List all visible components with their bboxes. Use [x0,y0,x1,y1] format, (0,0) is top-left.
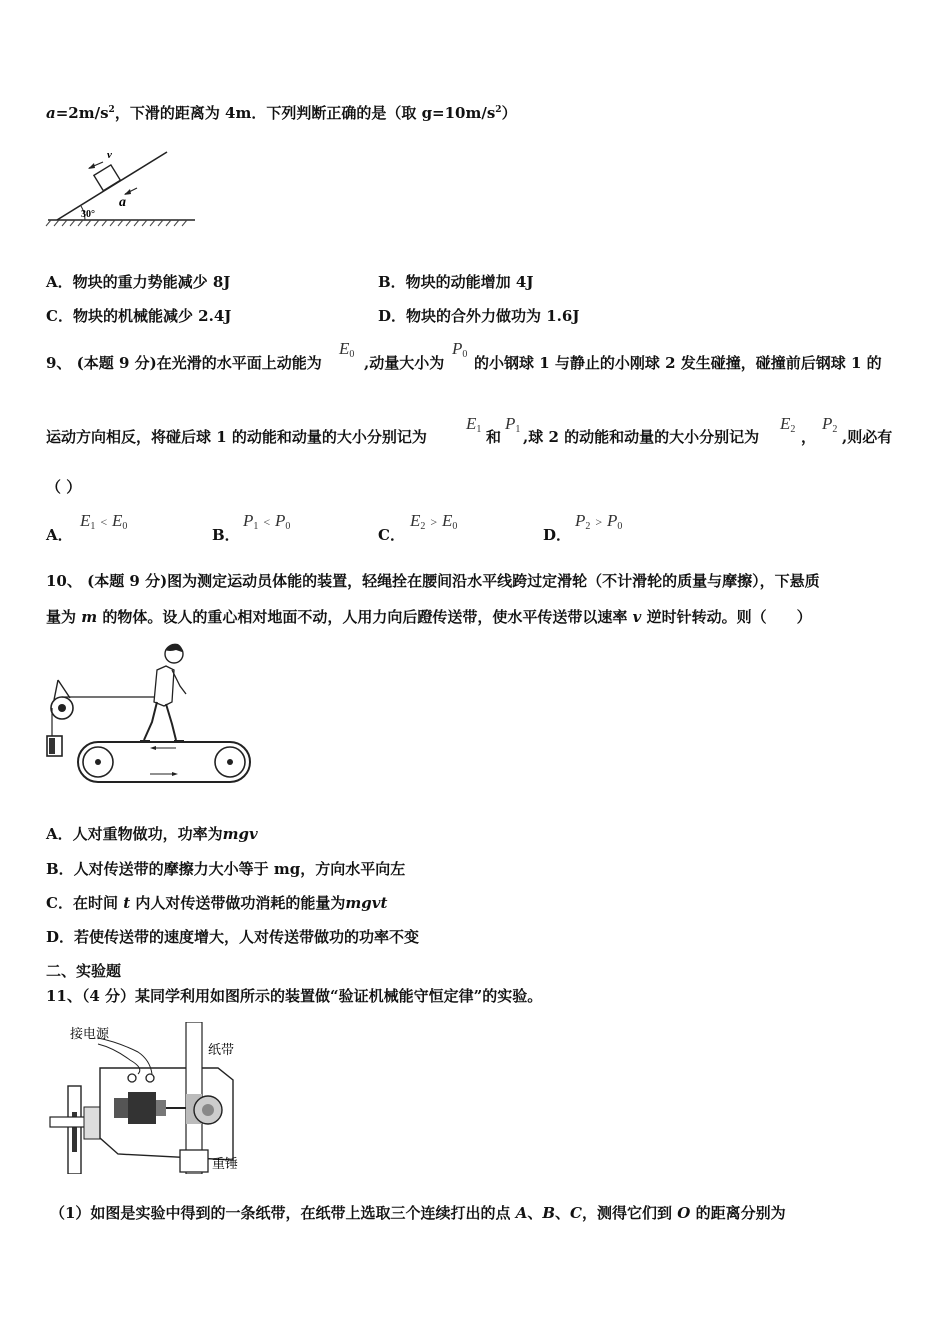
sym: P [575,511,586,530]
q9-text-1: 9、 (本题 9 分)在光滑的水平面上动能为 [46,354,322,372]
treadmill-figure [44,640,254,785]
q9-option-a-label: A． [46,526,73,544]
sub: 1 [90,521,96,532]
var-m: m [81,608,98,626]
q11-stem: 11、（4 分）某同学利用如图所示的装置做“验证机械能守恒定律”的实验。 [46,987,543,1005]
text: ，下滑的距离为 4m．下列判断正确的是（取 g=10m/s [114,104,496,122]
sub: 0 [452,521,458,532]
text: 的物体。设人的重心相对地面不动，人用力向后蹬传送带，使水平传送带以速率 [102,608,628,626]
sub: 2 [585,521,591,532]
q10-option-c [46,892,387,913]
q9-option-c-expr [410,511,457,532]
q10-stem-line1: 10、 (本题 9 分)图为测定运动员体能的装置，轻绳拴在腰间沿水平线跨过定滑轮（不计滑轮的质量与摩擦），下悬质 [46,572,820,590]
sub: 2 [832,424,838,435]
text: C．在时间 [46,894,118,912]
q9-sym-E1 [466,414,481,435]
q10-option-a [46,823,258,844]
q9-option-a-expr [80,511,127,532]
sym: P [822,414,833,433]
superscript: 2 [495,105,502,115]
q9-sym-P1 [505,414,520,435]
experiment-figure [48,1022,258,1174]
q9-text-6: ,球 2 的动能和动量的大小分别记为 [523,428,760,446]
q9-option-d-expr [575,511,622,532]
weight-label: 重锤 [212,1157,239,1172]
sym: E [112,511,123,530]
question-8-stem-tail [46,102,517,123]
text: （1）如图是实验中得到的一条纸带，在纸带上选取三个连续打出的点 [50,1204,511,1222]
tape-label: 纸带 [208,1043,235,1058]
q9-text-3: 的小钢球 1 与静止的小刚球 2 发生碰撞，碰撞前后钢球 1 的 [474,354,882,372]
sym: P [243,511,254,530]
q9-option-c-label: C． [378,526,405,544]
text: =2m/s [55,104,109,122]
sub: 1 [253,521,259,532]
sym: E [442,511,453,530]
var-v: v [632,608,642,626]
text: 的距离分别为 [695,1204,786,1222]
incline-figure [45,140,200,235]
text: ） [501,104,517,122]
q8-option-b: B．物块的动能增加 4J [378,273,534,291]
q10-option-b: B．人对传送带的摩擦力大小等于 mg，方向水平向左 [46,860,406,878]
section-title: 二、实验题 [46,962,122,980]
point-a: A [515,1204,528,1222]
sub: 2 [420,521,426,532]
q9-sym-E0 [339,339,354,360]
q8-option-c: C．物块的机械能减少 2.4J [46,307,232,325]
q9-text-7: ， [801,428,817,446]
text: 量为 [46,608,77,626]
text: 、 [527,1204,543,1222]
sym: P [505,414,516,433]
q9-sym-E2 [780,414,795,435]
rel: < [262,515,271,529]
sub: 0 [285,521,291,532]
var-a: a [46,104,56,122]
math: mgvt [345,894,388,912]
acceleration-label: a [119,195,126,210]
velocity-label: v [107,149,112,161]
sub: 0 [462,349,468,360]
sym: E [339,339,350,358]
q10-option-d: D．若使传送带的速度增大，人对传送带做功的功率不变 [46,928,420,946]
sym: E [780,414,791,433]
sub: 0 [349,349,355,360]
sym: P [452,339,463,358]
angle-label: 30° [81,209,95,220]
math: mgv [222,825,258,843]
sub: 0 [122,521,128,532]
q9-option-d-label: D． [543,526,572,544]
text: 逆时针转动。则（ ） [646,608,812,626]
sub: 1 [476,424,482,435]
q8-option-d: D．物块的合外力做功为 1.6J [378,307,580,325]
q9-text-5: 和 [486,428,502,446]
q9-sym-P0 [452,339,467,360]
sym: E [466,414,477,433]
q9-answer-paren: （ ） [46,478,82,496]
sym: E [410,511,421,530]
q9-sym-P2 [822,414,837,435]
q8-option-a: A．物块的重力势能减少 8J [46,273,231,291]
rel: > [594,515,603,529]
sub: 0 [617,521,623,532]
q9-text-4: 运动方向相反，将碰后球 1 的动能和动量的大小分别记为 [46,428,427,446]
q9-text-8: ,则必有 [842,428,893,446]
sub: 1 [515,424,521,435]
q9-option-b-label: B． [212,526,240,544]
var-t: t [123,894,131,912]
text: A．人对重物做功，功率为 [46,825,223,843]
q11-sub1 [50,1202,786,1223]
superscript: 2 [108,105,115,115]
sub: 2 [790,424,796,435]
q10-stem-line2 [46,606,812,627]
text: ，测得它们到 [582,1204,673,1222]
rel: > [429,515,438,529]
point-b: B [542,1204,556,1222]
sym: P [607,511,618,530]
q9-text-2: ,动量大小为 [364,354,445,372]
power-label: 接电源 [70,1027,110,1042]
point-o: O [677,1204,691,1222]
text: 内人对传送带做功消耗的能量为 [135,894,346,912]
text: 、 [555,1204,571,1222]
point-c: C [570,1204,582,1222]
sym: E [80,511,91,530]
sym: P [275,511,286,530]
rel: < [99,515,108,529]
q9-option-b-expr [243,511,290,532]
